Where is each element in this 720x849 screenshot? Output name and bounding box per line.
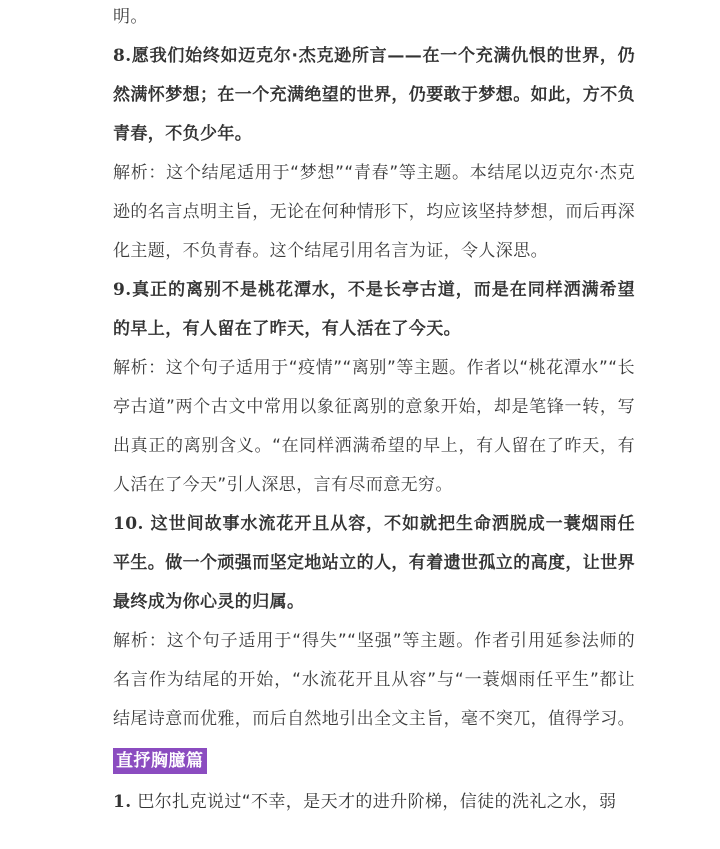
item-number: 10. xyxy=(113,514,151,534)
quote-text: 这世间故事水流花开且从容，不如就把生命洒脱成一蓑烟雨任平生。做一个顽强而坚定地站立的人，有着遗世孤立的高度，让世界最终成为你心灵的归属。 xyxy=(113,514,635,612)
quote-text: 愿我们始终如迈克尔·杰克逊所言——在一个充满仇恨的世界，仍然满怀梦想；在一个充满绝望的世界，仍要敢于梦想。如此，方不负青春，不负少年。 xyxy=(113,46,635,144)
analysis-tail: 明。 xyxy=(113,7,148,27)
quote-text: 巴尔扎克说过“不幸，是天才的进升阶梯，信徒的洗礼之水，弱 xyxy=(131,792,617,812)
section-badge: 直抒胸臆篇 xyxy=(113,748,207,774)
quote-item-8 xyxy=(113,37,635,154)
analysis-item-8: 解析：这个结尾适用于“梦想”“青春”等主题。本结尾以迈克尔·杰克逊的名言点明主旨，无论在何种情形下，均应该坚持梦想，而后再深化主题，不负青春。这个结尾引用名言为证，令人深思。 xyxy=(113,163,635,261)
analysis-item-10: 解析：这个句子适用于“得失”“坚强”等主题。作者引用延参法师的名言作为结尾的开始，“水流花开且从容”与“一蓑烟雨任平生”都让结尾诗意而优雅，而后自然地引出全文主旨，毫不突兀，值得学习。 xyxy=(113,631,635,729)
quote-item-10 xyxy=(113,505,635,622)
quote-item-1 xyxy=(113,783,635,822)
item-number: 9. xyxy=(113,280,132,300)
item-number: 1. xyxy=(113,792,132,812)
item-number: 8. xyxy=(113,46,132,66)
analysis-item-9: 解析：这个句子适用于“疫情”“离别”等主题。作者以“桃花潭水”“长亭古道”两个古文中常用以象征离别的意象开始，却是笔锋一转，写出真正的离别含义。“在同样洒满希望的早上，有人留在了昨天，有人活在了今天”引人深思，言有尽而意无穷。 xyxy=(113,358,635,495)
article-body xyxy=(113,0,635,822)
quote-item-9 xyxy=(113,271,635,349)
section-header xyxy=(113,747,635,779)
quote-text: 真正的离别不是桃花潭水，不是长亭古道，而是在同样洒满希望的早上，有人留在了昨天，有人活在了今天。 xyxy=(113,280,635,339)
